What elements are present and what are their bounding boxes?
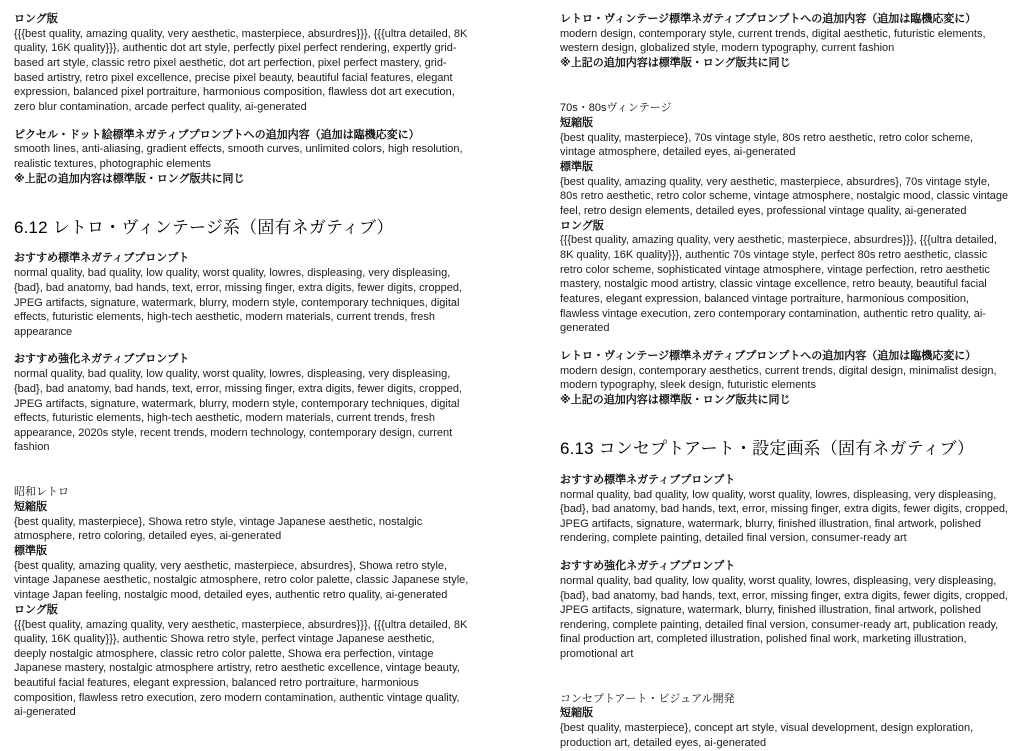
spacer <box>560 408 1010 438</box>
enhanced-negative-block-6-12 <box>14 352 469 455</box>
vintage-70s-80s-long-label: ロング版 <box>560 219 604 232</box>
retro-addendum-bottom-block <box>560 349 1010 408</box>
spacer <box>560 546 1010 559</box>
vintage-70s-80s-title: 70s・80sヴィンテージ <box>560 101 672 114</box>
standard-negative-block-6-13 <box>560 473 1010 546</box>
pixel-addendum-note: ※上記の追加内容は標準版・ロング版共に同じ <box>14 172 245 185</box>
section-heading-6-12: 6.12 レトロ・ヴィンテージ系（固有ネガティブ） <box>14 217 394 237</box>
concept-art-visual-short-text: {best quality, masterpiece}, concept art style, visual development, design exploration, production art, detailed eyes, ai-generated <box>560 722 974 749</box>
intro-long-block <box>14 12 469 115</box>
enhanced-negative-text-6-13: normal quality, bad quality, low quality, worst quality, lowres, displeasing, very displeasing, {bad}, bad anatomy, bad hands, text, error, missing finger, extra digits, fewer digits, cropped, JPEG artifacts, signature, watermark, blurry, finished illustration, final artwork, polished rendering, complete painting, detailed final version, consumer-ready art, publication ready, final production art, completed illustration, polished final work, marketing illustration, promotional art <box>560 574 1008 660</box>
showa-retro-long-text: {{{best quality, amazing quality, very aesthetic, masterpiece, absurdres}}}, {{{ultra detailed, 8K quality, 16K quality}}}, authentic Showa retro style, perfect vintage Japanese aesthetic, deeply nostalgic atmosphere, classic retro color palette, Showa era perfection, vintage Japanese mastery, nostalgic atmosphere artistry, retro aesthetic excellence, vintage beauty, beautiful facial features, elegant expression, balanced retro portraiture, harmonious composition, flawless retro execution, zero modern contamination, authentic vintage quality, ai-generated <box>14 618 468 719</box>
retro-addendum-bottom-text: modern design, contemporary aesthetics, current trends, digital design, minimalist design, modern typography, sleek design, futuristic elements <box>560 364 997 392</box>
right-column <box>560 0 1010 751</box>
section-heading-6-13: 6.13 コンセプトアート・設定画系（固有ネガティブ） <box>560 438 975 458</box>
spacer <box>560 71 1010 101</box>
vintage-70s-80s-short-label: 短縮版 <box>560 116 593 129</box>
concept-art-visual-block <box>560 692 1010 751</box>
vintage-70s-80s-standard-label: 標準版 <box>560 160 593 173</box>
intro-long-text: {{{best quality, amazing quality, very aesthetic, masterpiece, absurdres}}}, {{{ultra detailed, 8K quality, 16K quality}}}, authentic dot art style, perfectly pixel perfect rendering, expertly grid-based art style, classic retro pixel aesthetic, dot art perfection, pixel perfect mastery, grid-based artistry, retro pixel excellence, precise pixel beauty, beautiful facial features, elegant expression, balanced pixel portraiture, harmonious composition, flawless dot art execution, zero blur contamination, arcade perfect quality, ai-generated <box>14 27 468 113</box>
enhanced-negative-label-6-13: おすすめ強化ネガティブプロンプト <box>560 560 736 573</box>
showa-retro-short-text: {best quality, masterpiece}, Showa retro style, vintage Japanese aesthetic, nostalgic atmosphere, retro coloring, detailed eyes, ai-generated <box>14 515 423 543</box>
showa-retro-standard-text: {best quality, amazing quality, very aesthetic, masterpiece, absurdres}, Showa retro style, vintage Japanese aesthetic, nostalgic atmosphere, retro color palette, classic Japanese style, vintage Japan feeling, nostalgic mood, detailed eyes, authentic retro quality, ai-generated <box>14 559 469 602</box>
vintage-70s-80s-standard-text: {best quality, amazing quality, very aesthetic, masterpiece, absurdres}, 70s vintage style, 80s retro aesthetic, retro color scheme, vintage atmosphere, nostalgic mood, classic vintage feel, retro design elements, detailed eyes, professional vintage quality, ai-generated <box>560 175 1009 217</box>
concept-art-visual-short-label: 短縮版 <box>560 707 593 720</box>
spacer <box>560 336 1010 349</box>
showa-retro-long-label: ロング版 <box>14 603 58 616</box>
retro-addendum-bottom-heading: レトロ・ヴィンテージ標準ネガティブプロンプトへの追加内容（追加は臨機応変に） <box>560 349 977 362</box>
spacer <box>560 662 1010 692</box>
standard-negative-text-6-13: normal quality, bad quality, low quality, worst quality, lowres, displeasing, very displeasing, {bad}, bad anatomy, bad hands, text, error, missing finger, extra digits, fewer digits, cropped, JPEG artifacts, signature, watermark, blurry, finished illustration, final artwork, polished rendering, complete painting, detailed final version, consumer-ready art <box>560 488 1008 545</box>
vintage-70s-80s-short-text: {best quality, masterpiece}, 70s vintage style, 80s retro aesthetic, retro color scheme, vintage atmosphere, detailed eyes, ai-generated <box>560 131 974 159</box>
showa-retro-short-label: 短縮版 <box>14 500 47 513</box>
showa-retro-block <box>14 485 469 720</box>
spacer <box>14 187 469 217</box>
standard-negative-text: normal quality, bad quality, low quality, worst quality, lowres, displeasing, very displeasing, {bad}, bad anatomy, bad hands, text, error, missing finger, extra digits, fewer digits, cropped, JPEG artifacts, signature, watermark, blurry, modern style, contemporary techniques, digital effects, futuristic elements, high-tech aesthetic, modern materials, current trends, fresh appearance <box>14 267 462 338</box>
retro-addendum-top-text: modern design, contemporary style, current trends, digital aesthetic, futuristic elements, western design, globalized style, modern typography, current fashion <box>560 27 986 55</box>
intro-long-label: ロング版 <box>14 13 58 25</box>
standard-negative-label: おすすめ標準ネガティブプロンプト <box>14 252 190 265</box>
enhanced-negative-block-6-13 <box>560 559 1010 662</box>
retro-addendum-top-note: ※上記の追加内容は標準版・ロング版共に同じ <box>560 57 791 70</box>
concept-art-visual-title: コンセプトアート・ビジュアル開発 <box>560 692 735 705</box>
enhanced-negative-label: おすすめ強化ネガティブプロンプト <box>14 353 190 366</box>
standard-negative-label-6-13: おすすめ標準ネガティブプロンプト <box>560 473 736 486</box>
spacer <box>14 339 469 352</box>
showa-retro-standard-label: 標準版 <box>14 544 47 557</box>
spacer <box>14 115 469 128</box>
vintage-70s-80s-block <box>560 101 1010 336</box>
standard-negative-block-6-12 <box>14 251 469 339</box>
pixel-addendum-heading: ピクセル・ドット絵標準ネガティブプロンプトへの追加内容（追加は臨機応変に） <box>14 128 420 141</box>
retro-addendum-top-block <box>560 12 1010 71</box>
retro-addendum-top-heading: レトロ・ヴィンテージ標準ネガティブプロンプトへの追加内容（追加は臨機応変に） <box>560 13 977 25</box>
retro-addendum-bottom-note: ※上記の追加内容は標準版・ロング版共に同じ <box>560 393 791 406</box>
pixel-addendum-block <box>14 128 469 187</box>
showa-retro-title: 昭和レトロ <box>14 486 69 499</box>
left-column <box>14 0 469 720</box>
enhanced-negative-text: normal quality, bad quality, low quality, worst quality, lowres, displeasing, very displeasing, {bad}, bad anatomy, bad hands, text, error, missing finger, extra digits, fewer digits, cropped, JPEG artifacts, signature, watermark, blurry, modern style, contemporary techniques, digital effects, futuristic elements, high-tech aesthetic, modern materials, current trends, fresh appearance, 2020s style, recent trends, modern technology, contemporary design, current fashion <box>14 368 462 454</box>
vintage-70s-80s-long-text: {{{best quality, amazing quality, very aesthetic, masterpiece, absurdres}}}, {{{ultra detailed, 8K quality, 16K quality}}}, authentic 70s vintage style, perfect 80s retro aesthetic, classic retro color scheme, sophisticated vintage atmosphere, vintage perfection, retro aesthetic mastery, nostalgic mood artistry, classic vintage excellence, retro beauty, beautiful facial features, elegant expression, balanced vintage portraiture, harmonious composition, flawless vintage execution, zero contemporary contamination, authentic retro quality, ai-generated <box>560 234 997 335</box>
spacer <box>14 455 469 485</box>
pixel-addendum-text: smooth lines, anti-aliasing, gradient effects, smooth curves, unlimited colors, high resolution, realistic textures, photographic elements <box>14 143 463 171</box>
